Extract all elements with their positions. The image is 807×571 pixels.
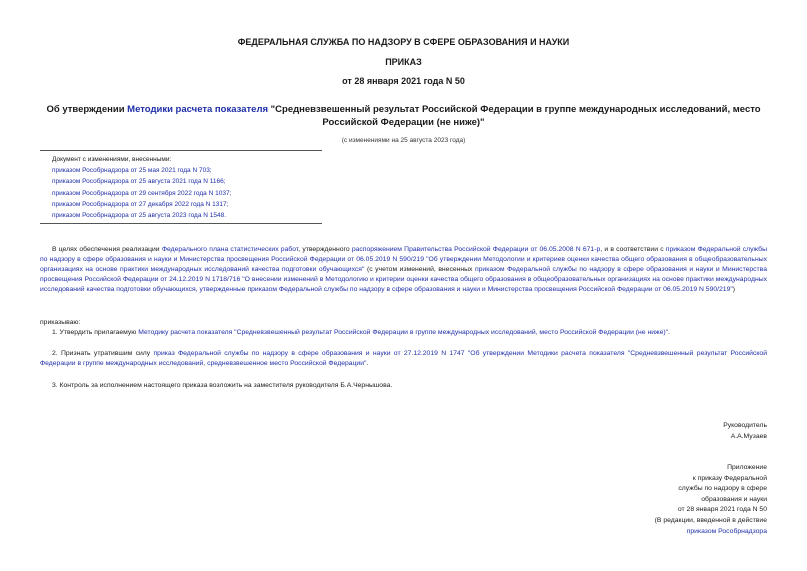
- item-text: 1. Утвердить прилагаемую: [52, 329, 139, 336]
- preamble-link[interactable]: приказом Федеральной службы по надзору в сфере образования и науки и Министерства просвещения Российской Федерации от 24.12.2019 N 1718/716 "О внесении изменений в Методологию и критерии оценки качества общего образования в общеобразовательных организациях на основе практики международных исследований качества подготовки обучающихся, утвержденные приказом Федеральной службы по надзору в сфере образования и науки и Министерства просвещения Российской Федерации от 06.05.2019 N 590/219": [40, 266, 767, 293]
- amendment-link[interactable]: приказом Рособрнадзора от 25 мая 2021 года N 703;: [52, 167, 212, 175]
- appendix-line: (В редакции, введенной в действие: [654, 516, 767, 524]
- item-text: .: [366, 360, 369, 367]
- appendix-line: от 28 января 2021 года N 50: [677, 506, 767, 514]
- order-item-1: [40, 328, 767, 338]
- item-link[interactable]: приказ Федеральной службы по надзору в сфере образования и науки от 27.12.2019 N 1747 "Об утверждении Методики расчета показателя "Средневзвешенный результат Российской Федерации в группе международных исследований, средневзвешенное место Российской Федерации": [40, 350, 767, 367]
- amendment-note: (с изменениями на 25 августа 2023 года): [341, 137, 466, 144]
- agency-name: ФЕДЕРАЛЬНАЯ СЛУЖБА ПО НАДЗОРУ В СФЕРЕ ОБРАЗОВАНИЯ И НАУКИ: [237, 37, 570, 47]
- appendix-line: службы по надзору в сфере: [678, 485, 767, 493]
- amendment-link[interactable]: приказом Рособрнадзора от 25 августа 2023 года N 1548.: [52, 212, 227, 220]
- appendix-line: Приложение: [727, 464, 767, 471]
- preamble-text: ): [732, 286, 736, 293]
- appendix-block: [655, 463, 767, 537]
- divider-bottom: [40, 223, 322, 224]
- item-text: 2. Признать утратившим силу: [52, 350, 154, 357]
- preamble-text: В целях обеспечения реализации: [52, 246, 162, 253]
- orders-word: приказываю:: [40, 319, 81, 326]
- title-prefix: Об утверждении: [46, 104, 128, 115]
- appendix-line: к приказу Федеральной: [692, 474, 767, 482]
- title-suffix: "Средневзвешенный результат Российской Федерации в группе международных исследований, место Российской Федерации (не ниже)": [268, 104, 761, 128]
- preamble-text: , утвержденного: [298, 246, 352, 253]
- amendments-box: [52, 154, 231, 221]
- title-link[interactable]: Методики расчета показателя: [127, 104, 269, 115]
- appendix-line: образования и науки: [701, 495, 767, 503]
- doc-date-number: от 28 января 2021 года N 50: [342, 76, 465, 86]
- item-link[interactable]: Методику расчета показателя "Средневзвешенный результат Российской Федерации в группе международных исследований, место Российской Федерации (не ниже)": [138, 329, 669, 336]
- amendment-link[interactable]: приказом Рособрнадзора от 25 августа 2021 года N 1166;: [52, 178, 226, 186]
- preamble-link[interactable]: Федерального плана статистических работ: [161, 246, 299, 253]
- signature-role: Руководитель: [723, 422, 767, 429]
- amendment-link[interactable]: приказом Рособрнадзора от 29 сентября 2022 года N 1037;: [52, 189, 232, 197]
- preamble-text: (с учетом изменений, внесенных: [364, 266, 475, 273]
- doc-title: [40, 103, 767, 129]
- item-text: .: [668, 329, 670, 336]
- order-item-2: [40, 349, 767, 369]
- amendments-heading: Документ с изменениями, внесенными:: [52, 156, 172, 163]
- signature-name: А.А.Музаев: [730, 432, 767, 440]
- divider-top: [40, 150, 322, 151]
- appendix-link[interactable]: приказом Рособрнадзора: [686, 527, 767, 535]
- preamble-link[interactable]: распоряжением Правительства Российской Федерации от 06.05.2008 N 671-р: [351, 246, 601, 253]
- order-item-3: 3. Контроль за исполнением настоящего приказа возложить на заместителя руководителя Б.А.Чернышова.: [52, 382, 393, 389]
- preamble-link[interactable]: приказом Федеральной службы по надзору в сфере образования и науки и Министерства просвещения Российской Федерации от 06.05.2019 N 590/219 "Об утверждении Методологии и критериев оценки качества общего образования в общеобразовательных организациях на основе практики международных исследований качества подготовки обучающихся": [40, 246, 767, 273]
- doc-type: ПРИКАЗ: [385, 57, 422, 67]
- preamble: [40, 245, 767, 295]
- preamble-text: , и в соответствии с: [600, 246, 666, 253]
- signature-block: [723, 421, 767, 442]
- amendment-link[interactable]: приказом Рособрнадзора от 27 декабря 2022 года N 1317;: [52, 200, 229, 208]
